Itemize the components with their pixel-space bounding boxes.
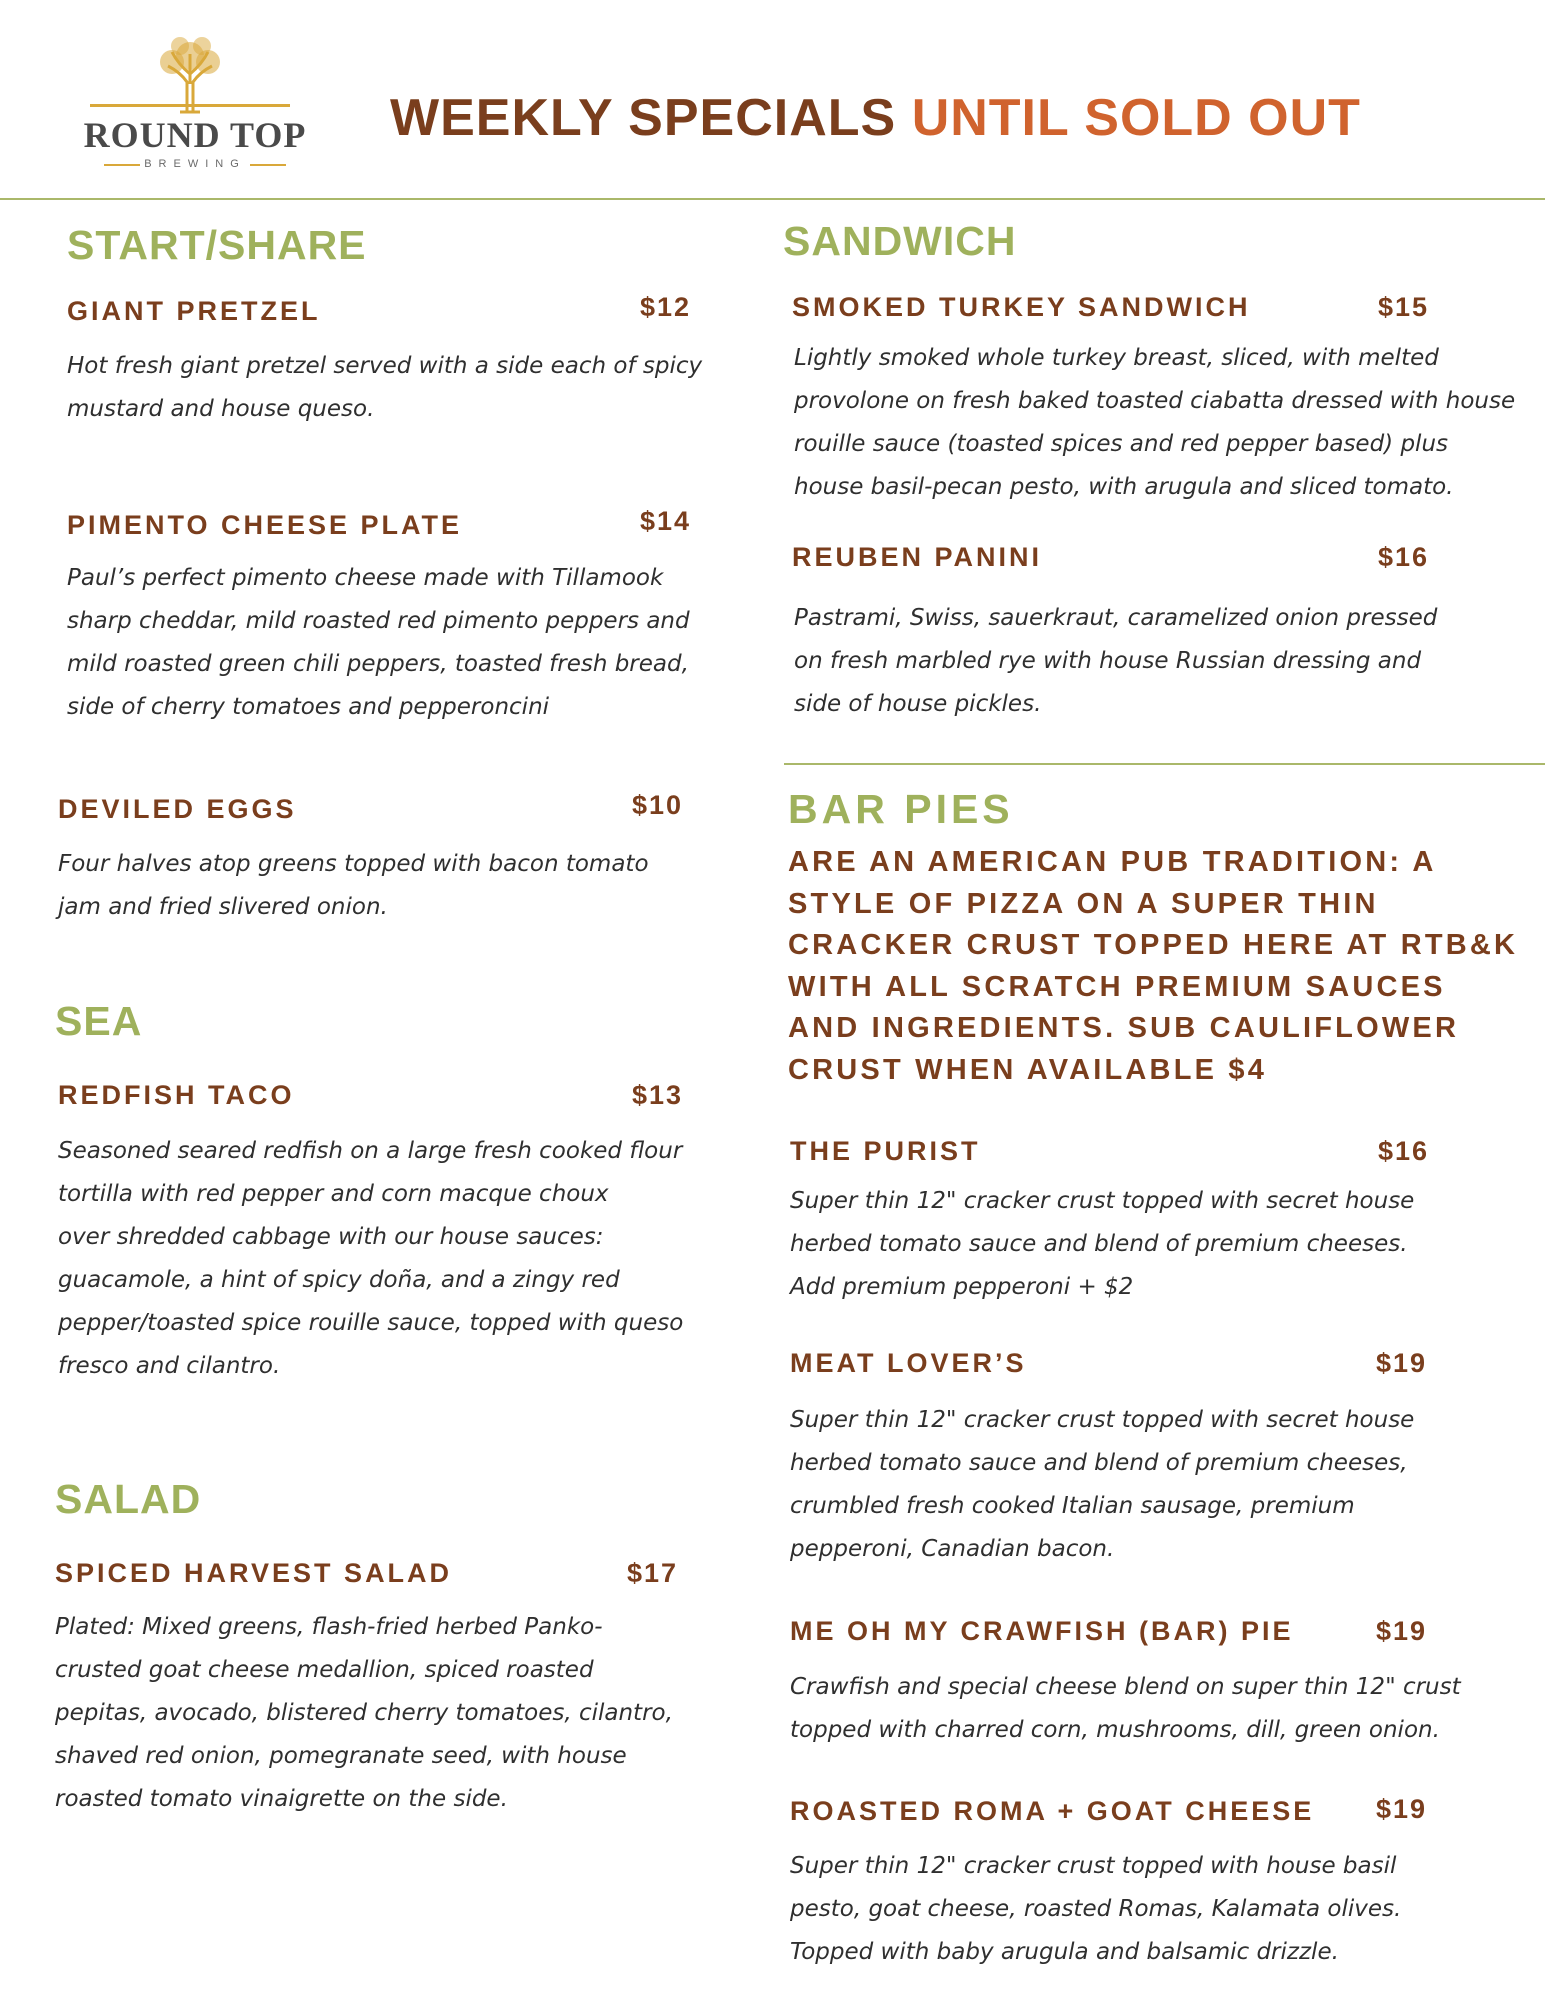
item-price: $14 [640,506,692,536]
item-description: Paul’s perfect pimento cheese made with Tillamook sharp cheddar, mild roasted red pimento peppers and mild roasted green chili peppers, toasted fresh bread, side of cherry tomatoes and pepperoncini [67,565,690,720]
section-title-salad: SALAD [55,1476,202,1522]
item-description: Hot fresh giant pretzel served with a side each of spicy mustard and house queso. [67,353,703,422]
item-price: $19 [1376,1794,1428,1824]
item-name: ROASTED ROMA + GOAT CHEESE [790,1796,1315,1826]
item-name: THE PURIST [790,1136,981,1166]
item-description: Super thin 12" cracker crust topped with house basil pesto, goat cheese, roasted Romas, Kalamata olives. Topped with baby arugula and balsamic drizzle. [790,1853,1402,1965]
page-title [390,88,1361,148]
item-description: Four halves atop greens topped with bacon tomato jam and fried slivered onion. [58,851,649,920]
item-description: Seasoned seared redfish on a large fresh cooked flour tortilla with red pepper and corn macque choux over shredded cabbage with our house sauces: guacamole, a hint of spicy doña, and a zingy red pepper/toasted spice rouille sauce, topped with queso fresco and cilantro. [58,1138,684,1379]
column-divider [784,763,1545,765]
item-price: $16 [1378,1136,1430,1166]
item-name: PIMENTO CHEESE PLATE [67,510,463,540]
section-intro: ARE AN AMERICAN PUB TRADITION: A STYLE OF PIZZA ON A SUPER THIN CRACKER CRUST TOPPED HERE AT RTB&K WITH ALL SCRATCH PREMIUM SAUCES AND INGREDIENTS. SUB CAULIFLOWER CRUST WHEN AVAILABLE $4 [788,846,1519,1086]
item-name: REUBEN PANINI [792,542,1043,572]
page-title-main: WEEKLY SPECIALS [390,89,912,147]
item-description: Lightly smoked whole turkey breast, sliced, with melted provolone on fresh baked toasted ciabatta dressed with house rouille sauce (toasted spices and red pepper based) plus house basil-pecan pesto, with arugula and sliced tomato. [794,345,1516,500]
logo-name: ROUND TOP [83,115,307,155]
item-description: Super thin 12" cracker crust topped with secret house herbed tomato sauce and blend of premium cheeses. Add premium pepperoni + $2 [790,1188,1415,1300]
item-name: GIANT PRETZEL [67,296,321,326]
item-price: $15 [1378,292,1430,322]
section-title-sandwich: SANDWICH [783,218,1017,264]
item-name: DEVILED EGGS [58,794,297,824]
item-price: $10 [632,790,684,820]
item-price: $19 [1376,1616,1428,1646]
section-title-sea: SEA [55,998,143,1044]
item-name: ME OH MY CRAWFISH (BAR) PIE [790,1616,1294,1646]
item-name: SMOKED TURKEY SANDWICH [792,292,1251,322]
item-description: Crawfish and special cheese blend on super thin 12" crust topped with charred corn, mushrooms, dill, green onion. [790,1674,1461,1743]
item-description: Super thin 12" cracker crust topped with secret house herbed tomato sauce and blend of premium cheeses, crumbled fresh cooked Italian sausage, premium pepperoni, Canadian bacon. [790,1407,1415,1562]
tree-icon [150,34,230,114]
item-description: Pastrami, Swiss, sauerkraut, caramelized onion pressed on fresh marbled rye with house Russian dressing and side of house pickles. [794,605,1438,717]
page-title-accent: UNTIL SOLD OUT [911,89,1361,147]
logo-rule [250,164,286,166]
header-divider [0,198,1545,200]
section-title-start-share: START/SHARE [67,222,367,268]
item-price: $19 [1376,1348,1428,1378]
item-price: $13 [632,1080,684,1110]
logo-rule [90,104,290,107]
item-price: $16 [1378,542,1430,572]
logo-subtitle: BREWING [144,158,246,170]
item-name: REDFISH TACO [58,1080,295,1110]
section-title-bar-pies: BAR PIES [788,786,1014,832]
item-name: SPICED HARVEST SALAD [55,1558,453,1588]
item-price: $17 [627,1558,679,1588]
item-price: $12 [640,292,692,322]
item-description: Plated: Mixed greens, flash-fried herbed Panko- crusted goat cheese medallion, spiced roasted pepitas, avocado, blistered cherry tomatoes, cilantro, shaved red onion, pomegranate seed, with house roasted tomato vinaigrette on the side. [55,1614,673,1812]
brand-logo [70,34,310,184]
item-name: MEAT LOVER’S [790,1348,1027,1378]
